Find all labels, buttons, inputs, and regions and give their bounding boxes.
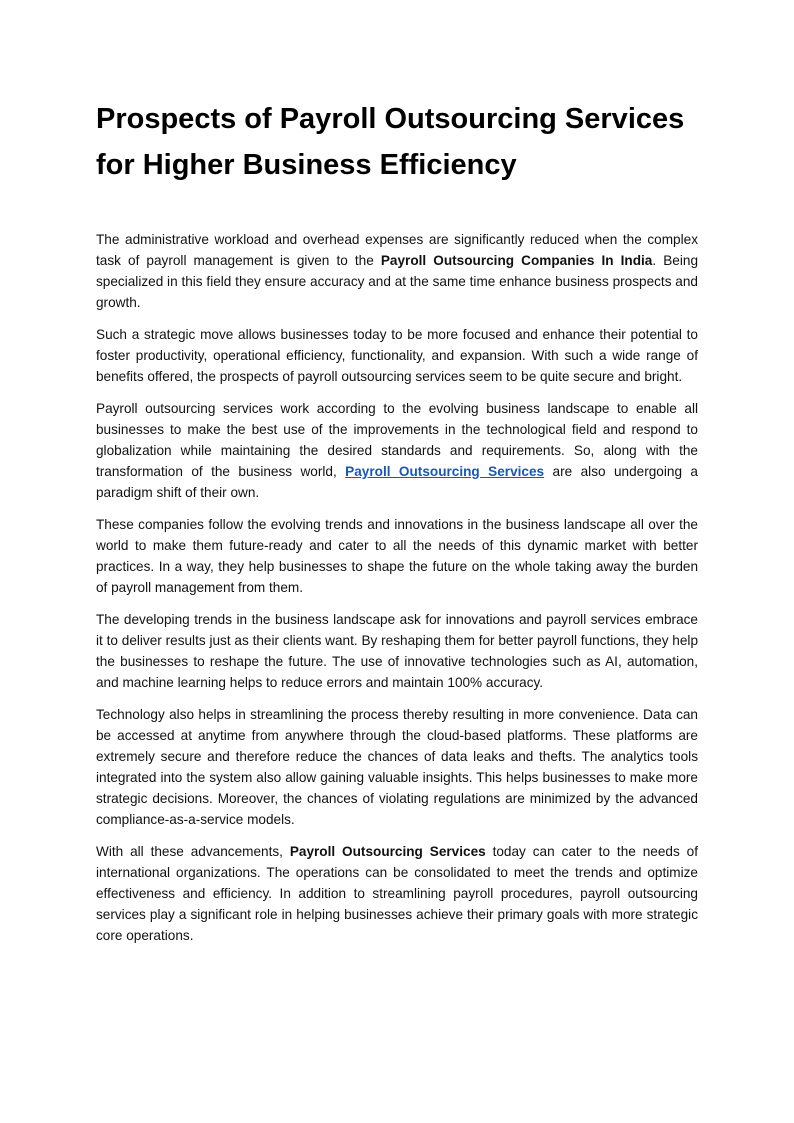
document-body (96, 229, 698, 946)
paragraph-3-text-after: are also undergoing a paradigm shift of their own. (96, 464, 698, 500)
payroll-outsourcing-services-link[interactable]: Payroll Outsourcing Services (345, 464, 545, 479)
paragraph-7-bold-term: Payroll Outsourcing Services (289, 844, 486, 859)
paragraph-5: The developing trends in the business landscape ask for innovations and payroll services embrace it to deliver results just as their clients want. By reshaping them for better payroll functions, they help the businesses to reshape the future. The use of innovative technologies such as AI, automation, and machine learning helps to reduce errors and maintain 100% accuracy. (96, 612, 698, 690)
paragraph-4: These companies follow the evolving trends and innovations in the business landscape all over the world to make them future-ready and cater to all the needs of this dynamic market with better practices. In a way, they help businesses to shape the future on the whole taking away the burden of payroll management from them. (96, 517, 698, 595)
paragraph-3 (96, 398, 698, 503)
paragraph-1-text-after: . Being specialized in this field they ensure accuracy and at the same time enhance business prospects and growth. (96, 253, 698, 310)
paragraph-1-text-before: The administrative workload and overhead expenses are significantly reduced when the complex task of payroll management is given to the (96, 232, 698, 268)
paragraph-6: Technology also helps in streamlining the process thereby resulting in more convenience. Data can be accessed at anytime from anywhere through the cloud-based platforms. These platforms are extremely secure and therefore reduce the chances of data leaks and thefts. The analytics tools integrated into the system also allow gaining valuable insights. This helps businesses to make more strategic decisions. Moreover, the chances of violating regulations are minimized by the advanced compliance-as-a-service models. (96, 707, 698, 827)
document-page (96, 96, 698, 957)
paragraph-7-text-after: today can cater to the needs of international organizations. The operations can be consolidated to meet the trends and optimize effectiveness and efficiency. In addition to streamlining payroll procedures, payroll outsourcing services play a significant role in helping businesses achieve their primary goals with more strategic core operations. (96, 844, 698, 943)
document-title: Prospects of Payroll Outsourcing Services for Higher Business Efficiency (96, 103, 685, 181)
paragraph-1 (96, 229, 698, 313)
paragraph-2: Such a strategic move allows businesses today to be more focused and enhance their potential to foster productivity, operational efficiency, functionality, and expansion. With such a wide range of benefits offered, the prospects of payroll outsourcing services seem to be quite secure and bright. (96, 327, 698, 384)
paragraph-3-text-before: Payroll outsourcing services work according to the evolving business landscape to enable all businesses to make the best use of the improvements in the technological field and respond to globalization while maintaining the desired standards and requirements. So, along with the transformation of the business world, (96, 401, 698, 479)
paragraph-7 (96, 841, 698, 946)
paragraph-7-text-before: With all these advancements, (96, 844, 290, 859)
paragraph-1-bold-term: Payroll Outsourcing Companies In India (380, 253, 653, 268)
